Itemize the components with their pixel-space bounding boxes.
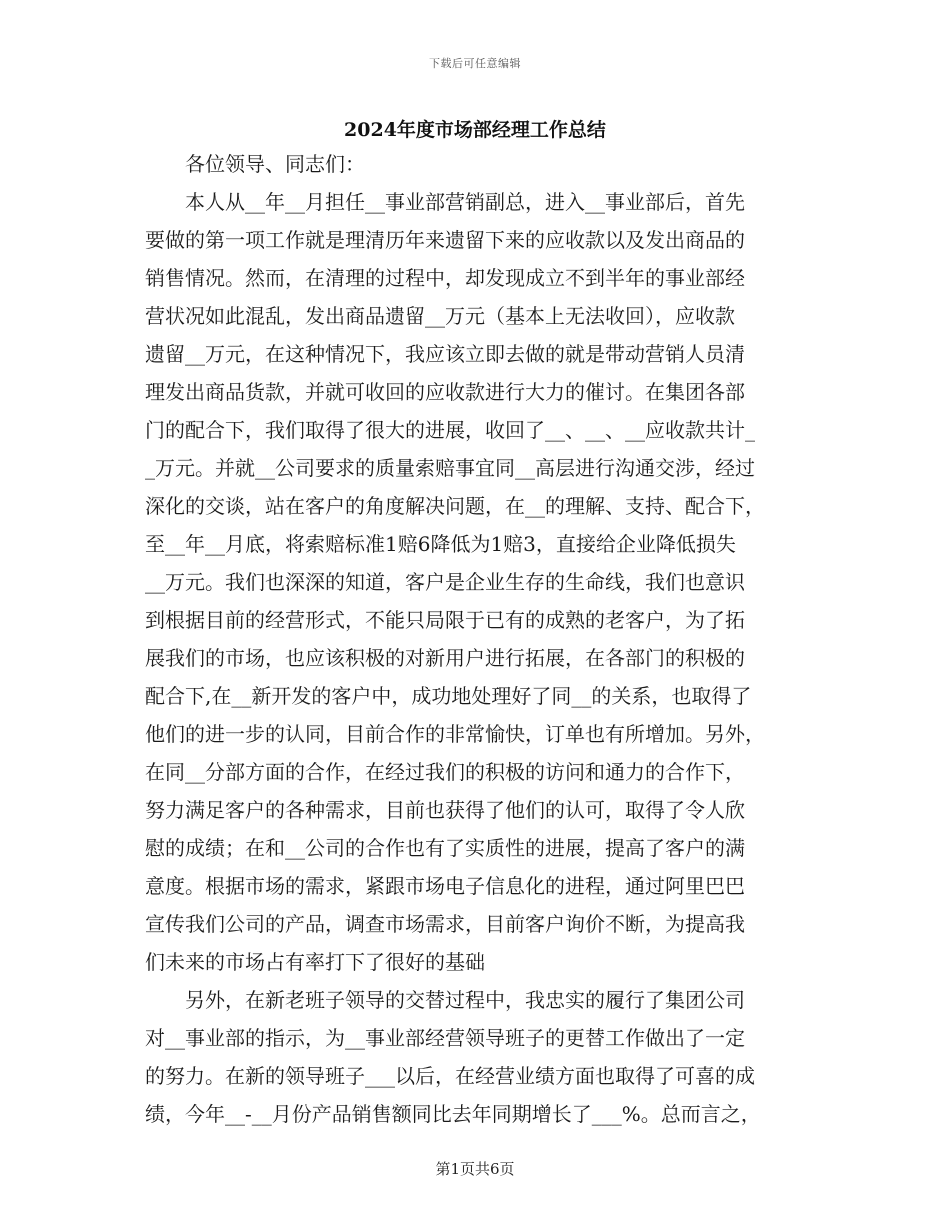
body-line: 展我们的市场，也应该积极的对新用户进行拓展，在各部门的积极的 — [145, 646, 745, 670]
body-line: 的努力。在新的领导班子___以后，在经营业绩方面也取得了可喜的成 — [145, 1064, 755, 1088]
body-line: 意度。根据市场的需求，紧跟市场电子信息化的进程，通过阿里巴巴 — [145, 874, 745, 898]
page-number: 第1页共6页 — [435, 1160, 515, 1178]
body-line: 到根据目前的经营形式，不能只局限于已有的成熟的老客户，为了拓 — [145, 608, 745, 632]
body-line: 至__年__月底，将索赔标准1赔6降低为1赔3，直接给企业降低损失 — [145, 532, 736, 556]
body-line: 理发出商品货款，并就可收回的应收款进行大力的催讨。在集团各部 — [145, 380, 745, 404]
body-line: 们未来的市场占有率打下了很好的基础 — [145, 950, 485, 974]
body-line: _万元。并就__公司要求的质量索赔事宜同__高层进行沟通交涉，经过 — [145, 456, 755, 480]
body-line: __万元。我们也深深的知道，客户是企业生存的生命线，我们也意识 — [145, 570, 745, 594]
body-line: 遗留__万元，在这种情况下，我应该立即去做的就是带动营销人员清 — [145, 342, 745, 366]
body-line: 要做的第一项工作就是理清历年来遗留下来的应收款以及发出商品的 — [145, 228, 745, 252]
body-line: 对__事业部的指示，为__事业部经营领导班子的更替工作做出了一定 — [145, 1026, 745, 1050]
body-line: 慰的成绩；在和__公司的合作也有了实质性的进展，提高了客户的满 — [145, 836, 745, 860]
body-line: 门的配合下，我们取得了很大的进展，收回了__、__、__应收款共计_ — [145, 418, 755, 442]
body-line: 绩，今年__-__月份产品销售额同比去年同期增长了___%。总而言之， — [145, 1102, 761, 1126]
body-line: 另外，在新老班子领导的交替过程中，我忠实的履行了集团公司 — [145, 988, 745, 1012]
document-title: 2024年度市场部经理工作总结 — [344, 119, 606, 141]
body-line: 本人从__年__月担任__事业部营销副总，进入__事业部后，首先 — [145, 190, 745, 214]
body-line: 宣传我们公司的产品，调查市场需求，目前客户询价不断，为提高我 — [145, 912, 745, 936]
body-line: 营状况如此混乱，发出商品遗留__万元（基本上无法收回），应收款 — [145, 304, 735, 328]
body-line: 各位领导、同志们： — [145, 152, 365, 176]
body-line: 销售情况。然而，在清理的过程中，却发现成立不到半年的事业部经 — [145, 266, 745, 290]
body-line: 在同__分部方面的合作，在经过我们的积极的访问和通力的合作下， — [145, 760, 745, 784]
header-note: 下载后可任意编辑 — [429, 57, 521, 70]
body-line: 他们的进一步的认同，目前合作的非常愉快，订单也有所增加。另外， — [145, 722, 765, 746]
body-line: 努力满足客户的各种需求，目前也获得了他们的认可，取得了令人欣 — [145, 798, 745, 822]
body-line: 深化的交谈，站在客户的角度解决问题，在__的理解、支持、配合下， — [145, 494, 765, 518]
body-line: 配合下,在__新开发的客户中，成功地处理好了同__的关系，也取得了 — [145, 684, 752, 708]
